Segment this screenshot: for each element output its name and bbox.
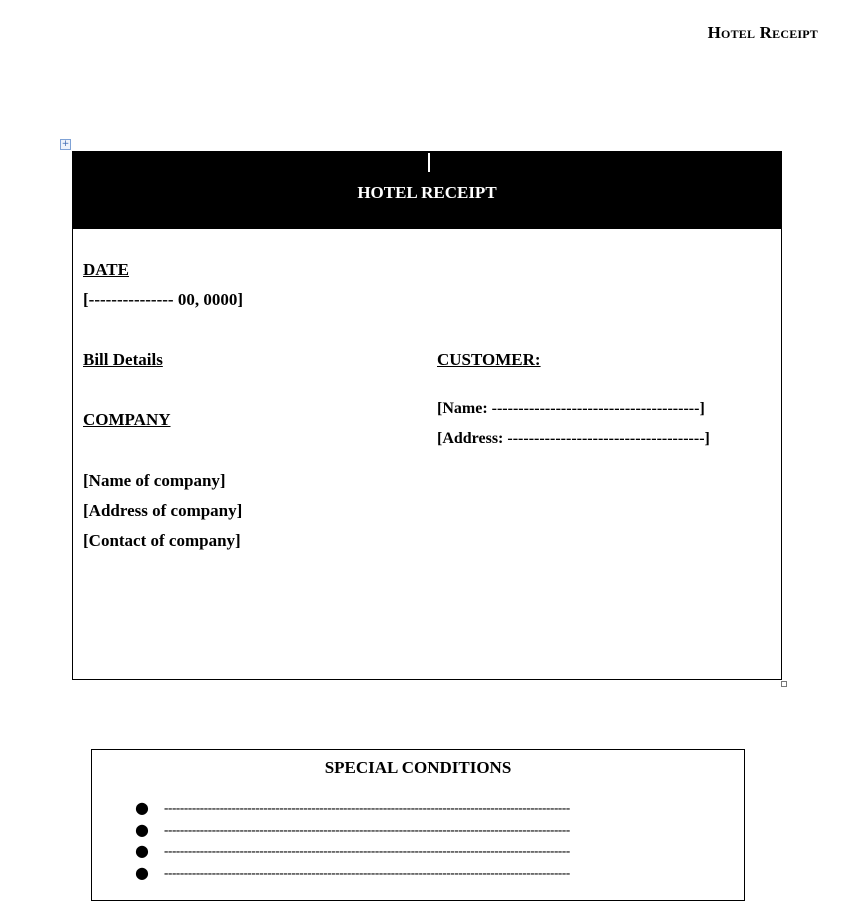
condition-line[interactable]: ------------------------------------------------------------------------------------------------------ [164,800,570,815]
table-resize-icon[interactable] [781,681,787,687]
date-label[interactable]: DATE [83,260,129,279]
bullet-icon: ● [135,862,149,882]
special-conditions-list [92,800,744,886]
company-contact[interactable]: [Contact of company] [83,531,241,550]
special-conditions-title[interactable]: SPECIAL CONDITIONS [324,758,512,777]
text-cursor [428,153,430,172]
company-label[interactable]: COMPANY [83,410,171,429]
list-item[interactable] [92,862,744,887]
bill-details-label[interactable]: Bill Details [83,350,163,369]
receipt-banner [73,152,781,229]
company-name[interactable]: [Name of company] [83,471,226,490]
page-header-title: Hotel Receipt [707,23,818,42]
customer-name[interactable]: [Name: ---------------------------------------] [437,400,705,417]
date-value[interactable]: [--------------- 00, 0000] [83,290,243,309]
bullet-icon: ● [135,841,149,860]
bullet-icon: ● [135,798,149,817]
receipt-table [72,151,782,680]
list-item[interactable] [92,819,744,844]
table-move-icon[interactable]: + [61,139,70,149]
customer-address[interactable]: [Address: -------------------------------------] [437,430,710,447]
company-address[interactable]: [Address of company] [83,501,243,520]
condition-line[interactable]: ------------------------------------------------------------------------------------------------------ [164,864,570,880]
receipt-banner-title[interactable]: HOTEL RECEIPT [357,183,497,202]
condition-line[interactable]: ------------------------------------------------------------------------------------------------------ [164,843,570,858]
customer-label[interactable]: CUSTOMER: [437,350,541,369]
bullet-icon: ● [135,819,149,839]
special-conditions-box [91,749,745,901]
list-item[interactable] [92,843,744,865]
condition-line[interactable]: ------------------------------------------------------------------------------------------------------ [164,821,570,837]
list-item[interactable] [92,800,744,822]
